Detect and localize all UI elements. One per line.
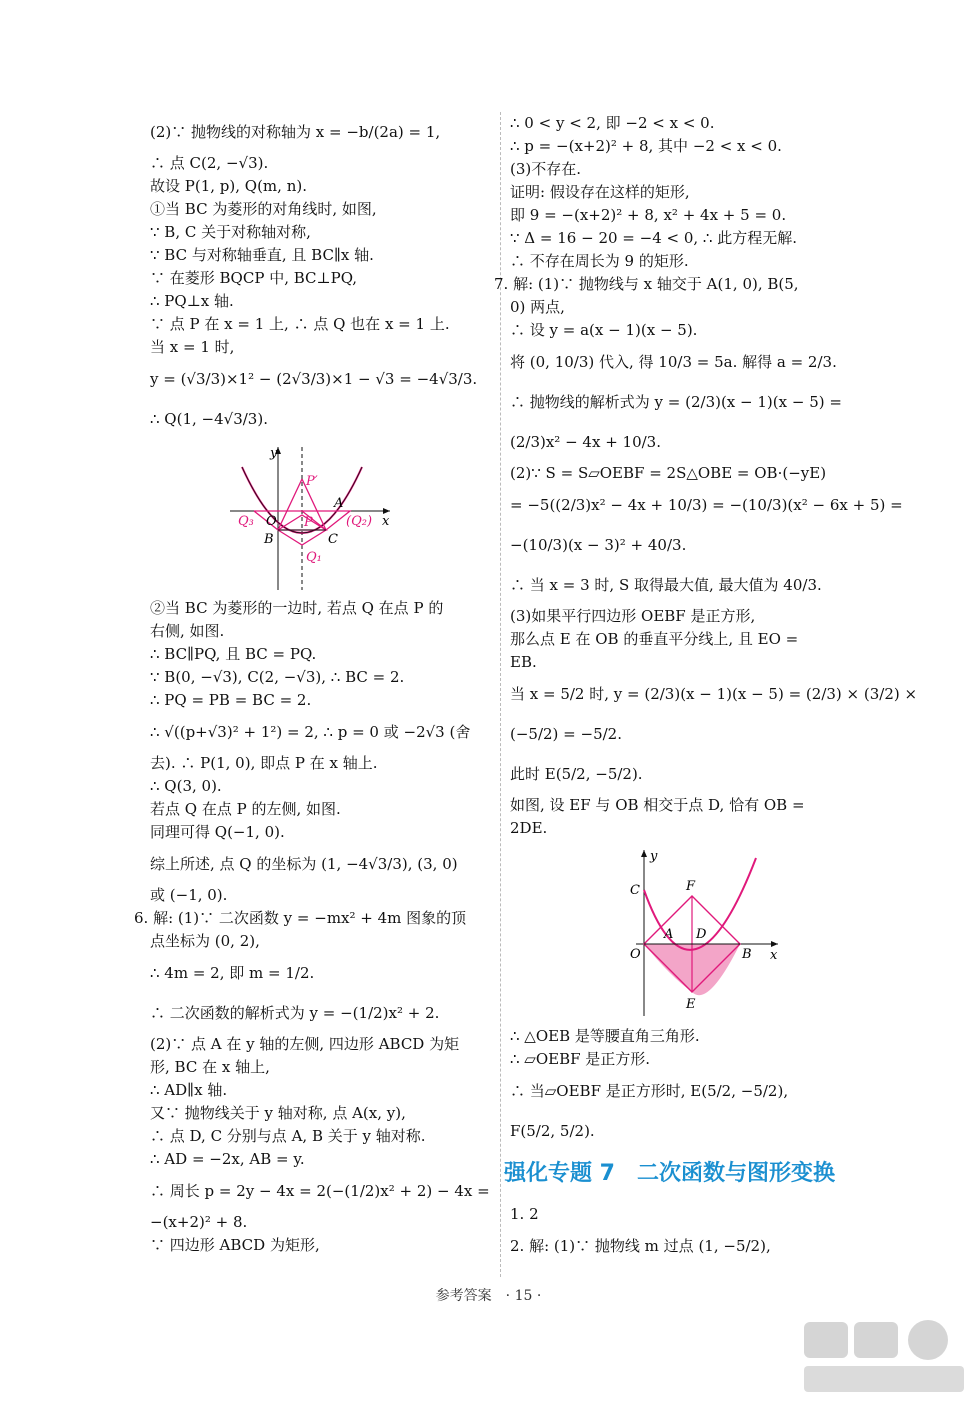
text-line: 0) 两点, (510, 298, 565, 316)
text-line: ①当 BC 为菱形的对角线时, 如图, (150, 200, 377, 218)
text-line: ∵ 在菱形 BQCP 中, BC⊥PQ, (150, 269, 358, 287)
text-line: ∴ 二次函数的解析式为 y = −(1/2)x² + 2. (150, 1004, 440, 1022)
point-label-q2: (Q₂) (346, 514, 373, 529)
point-label-b: B (264, 532, 274, 547)
text-line: 将 (0, 10/3) 代入, 得 10/3 = 5a. 解得 a = 2/3. (510, 353, 837, 371)
text-line: ∴ AD∥x 轴. (150, 1081, 228, 1099)
text-line: ∴ 抛物线的解析式为 y = (2/3)(x − 1)(x − 5) = (510, 393, 842, 411)
text-line: (−5/2) = −5/2. (510, 725, 622, 743)
text-line: ∴ 设 y = a(x − 1)(x − 5). (510, 321, 698, 339)
text-line: 1. 2 (510, 1205, 539, 1223)
text-line: ∴ 点 D, C 分别与点 A, B 关于 y 轴对称. (150, 1127, 426, 1145)
point-label-d: D (696, 927, 707, 942)
text-line: ∵ B(0, −√3), C(2, −√3), ∴ BC = 2. (150, 668, 405, 686)
text-line: EB. (510, 653, 537, 671)
point-label-a: A (334, 496, 344, 511)
text-line: 当 x = 1 时, (150, 338, 235, 356)
text-line: ∴ 不存在周长为 9 的矩形. (510, 252, 689, 270)
text-line: 点坐标为 (0, 2), (150, 932, 260, 950)
axis-label-y: y (650, 849, 658, 864)
text-line: 2DE. (510, 819, 548, 837)
point-label-a: A (664, 927, 674, 942)
text-line: 形, BC 在 x 轴上, (150, 1058, 270, 1076)
text-line: 故设 P(1, p), Q(m, n). (150, 177, 307, 195)
section-title: 强化专题 7 二次函数与图形变换 (504, 1161, 835, 1186)
rhombus-diagram-svg (150, 445, 490, 593)
point-label-b: B (742, 947, 752, 962)
text-line: −(10/3)(x − 3)² + 40/3. (510, 536, 687, 554)
text-line: ∵ B, C 关于对称轴对称, (150, 223, 311, 241)
point-label-o: O (630, 947, 641, 962)
point-label-c: C (328, 532, 338, 547)
text-line: F(5/2, 5/2). (510, 1122, 595, 1140)
text-line: ∴ BC∥PQ, 且 BC = PQ. (150, 645, 317, 663)
axis-label-x: x (770, 948, 778, 963)
left-column (134, 112, 490, 1257)
point-label-p-prime: P′ (306, 474, 318, 489)
text-line: ∴ 当▱OEBF 是正方形时, E(5/2, −5/2), (510, 1082, 789, 1100)
point-label-p: P (304, 515, 313, 530)
text-line: 若点 Q 在点 P 的左侧, 如图. (150, 800, 341, 818)
point-label-o: O (266, 514, 277, 529)
point-label-f: F (686, 879, 696, 894)
text-line: ∴ Q(3, 0). (150, 777, 222, 795)
text-line: 6. 解: (1)∵ 二次函数 y = −mx² + 4m 图象的顶 (134, 909, 467, 927)
point-label-q1: Q₁ (306, 550, 322, 565)
text-line: ∵ 点 P 在 x = 1 上, ∴ 点 Q 也在 x = 1 上. (150, 315, 450, 333)
axis-label-x: x (382, 514, 390, 529)
watermark-logo (800, 1318, 970, 1398)
text-line: 又∵ 抛物线关于 y 轴对称, 点 A(x, y), (150, 1104, 406, 1122)
figure-rhombus-diagram (150, 445, 490, 593)
text-line: ②当 BC 为菱形的一边时, 若点 Q 在点 P 的 (150, 599, 444, 617)
text-line: (2)∵ S = S▱OEBF = 2S△OBE = OB·(−yE) (510, 464, 827, 482)
text-line: 如图, 设 EF 与 OB 相交于点 D, 恰有 OB = (510, 796, 805, 814)
text-line: −(x+2)² + 8. (150, 1213, 248, 1231)
text-line: 综上所述, 点 Q 的坐标为 (1, −4√3/3), (3, 0) (150, 855, 458, 873)
text-line: 证明: 假设存在这样的矩形, (510, 183, 690, 201)
text-line: ∴ p = −(x+2)² + 8, 其中 −2 < x < 0. (510, 137, 782, 155)
text-line: y = (√3/3)×1² − (2√3/3)×1 − √3 = −4√3/3. (150, 370, 478, 388)
text-line: 右侧, 如图. (150, 622, 225, 640)
text-line: ∴ Q(1, −4√3/3). (150, 410, 268, 428)
text-line: (3)不存在. (510, 160, 582, 178)
text-line: 当 x = 5/2 时, y = (2/3)(x − 1)(x − 5) = (2/3) × (3/2) × (510, 685, 918, 703)
text-line: ∴ √((p+√3)² + 1²) = 2, ∴ p = 0 或 −2√3 (舍 (150, 723, 471, 741)
text-line: ∴ PQ⊥x 轴. (150, 292, 234, 310)
text-line: ∴ AD = −2x, AB = y. (150, 1150, 305, 1168)
axis-label-y: y (270, 446, 278, 461)
text-line: 即 9 = −(x+2)² + 8, x² + 4x + 5 = 0. (510, 206, 787, 224)
text-line: (2)∵ 抛物线的对称轴为 x = −b/(2a) = 1, (150, 123, 441, 141)
text-line: ∵ 四边形 ABCD 为矩形, (150, 1236, 320, 1254)
watermark-logo-svg (800, 1318, 970, 1398)
text-line: 同理可得 Q(−1, 0). (150, 823, 285, 841)
text-line: ∴ 0 < y < 2, 即 −2 < x < 0. (510, 114, 715, 132)
text-line: ∴ PQ = PB = BC = 2. (150, 691, 312, 709)
figure-square-diagram (510, 846, 870, 1021)
text-line: 那么点 E 在 OB 的垂直平分线上, 且 EO = (510, 630, 799, 648)
text-line: 2. 解: (1)∵ 抛物线 m 过点 (1, −5/2), (510, 1237, 771, 1255)
text-line: (2/3)x² − 4x + 10/3. (510, 433, 661, 451)
text-line: ∴ 4m = 2, 即 m = 1/2. (150, 964, 315, 982)
text-line: ∴ 周长 p = 2y − 4x = 2(−(1/2)x² + 2) − 4x = (150, 1182, 490, 1200)
text-line: ∴ △OEB 是等腰直角三角形. (510, 1027, 700, 1045)
point-label-c: C (630, 883, 640, 898)
point-label-q3: Q₃ (238, 514, 254, 529)
text-line: (2)∵ 点 A 在 y 轴的左侧, 四边形 ABCD 为矩 (150, 1035, 460, 1053)
text-line: ∵ Δ = 16 − 20 = −4 < 0, ∴ 此方程无解. (510, 229, 798, 247)
text-line: 去). ∴ P(1, 0), 即点 P 在 x 轴上. (150, 754, 378, 772)
text-line: ∵ BC 与对称轴垂直, 且 BC∥x 轴. (150, 246, 374, 264)
text-line: ∴ ▱OEBF 是正方形. (510, 1050, 651, 1068)
text-line: = −5((2/3)x² − 4x + 10/3) = −(10/3)(x² − 6x + 5) = (510, 496, 903, 514)
text-line: 7. 解: (1)∵ 抛物线与 x 轴交于 A(1, 0), B(5, (494, 275, 799, 293)
square-diagram-svg (510, 846, 870, 1021)
right-column (494, 112, 918, 1266)
text-line: 此时 E(5/2, −5/2). (510, 765, 643, 783)
text-line: ∴ 点 C(2, −√3). (150, 154, 269, 172)
point-label-e: E (686, 997, 696, 1012)
text-line: (3)如果平行四边形 OEBF 是正方形, (510, 607, 756, 625)
text-line: 或 (−1, 0). (150, 886, 228, 904)
text-line: ∴ 当 x = 3 时, S 取得最大值, 最大值为 40/3. (510, 576, 822, 594)
page-footer: 参考答案 · 15 · (435, 1288, 542, 1304)
